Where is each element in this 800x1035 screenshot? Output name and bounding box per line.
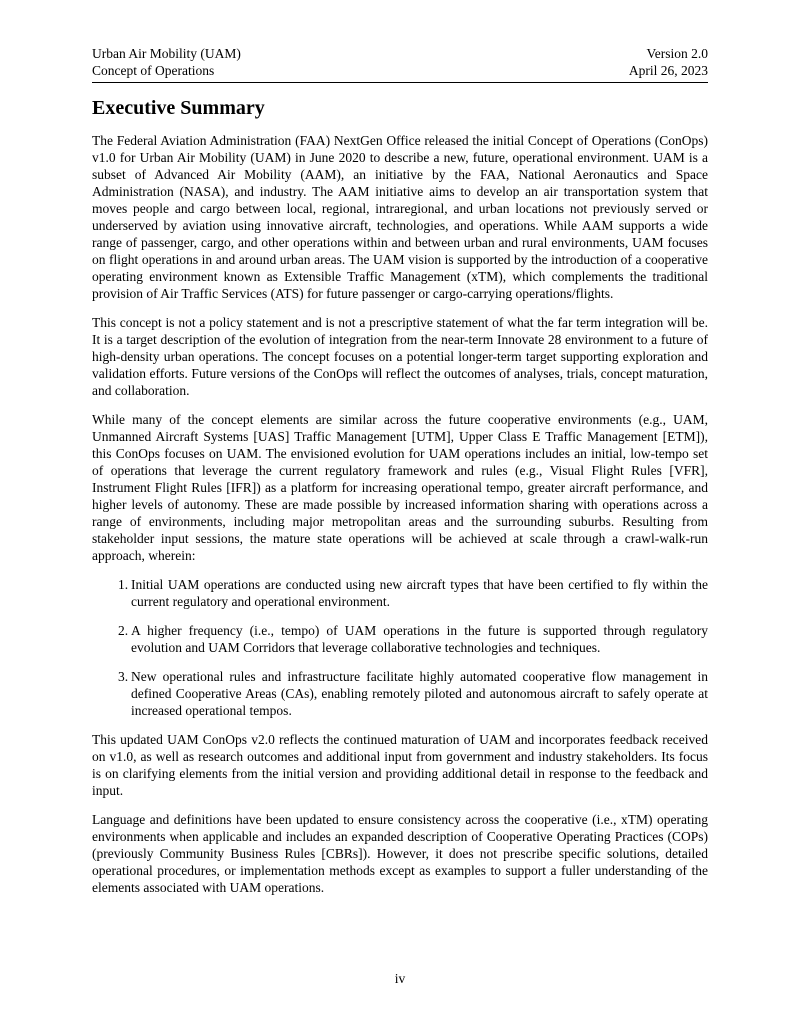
header-date: April 26, 2023	[628, 63, 708, 78]
paragraph-v2-update: This updated UAM ConOps v2.0 reflects the continued maturation of UAM and incorporates feedback received on v1.0, as well as research outcomes and additional input from government and industry stakeholders. Its focus is on clarifying elements from the initial version and providing additional detail in response to the feedback and input.	[92, 732, 708, 798]
page-number: iv	[394, 971, 406, 986]
header-doc-subtitle: Concept of Operations	[92, 63, 215, 78]
list-item-text: Initial UAM operations are conducted using new aircraft types that have been certified to fly within the current regulatory and operational environment.	[131, 577, 708, 609]
paragraph-concept-elements: While many of the concept elements are similar across the future cooperative environments (e.g., UAM, Unmanned Aircraft Systems [UAS] Traffic Management [UTM], Upper Class E Traffic Management [ETM]), this ConOps focuses on UAM. The envisioned evolution for UAM operations includes an initial, low-tempo set of operations that leverage the current regulatory framework and rules (e.g., Visual Flight Rules [VFR], Instrument Flight Rules [IFR]) as a platform for increasing operational tempo, greater aircraft performance, and higher levels of autonomy. These are made possible by increased information sharing with operations across a range of environments, including major metropolitan areas and the surrounding suburbs. Resulting from stakeholder input sessions, the mature state operations will be achieved at scale through a crawl-walk-run approach, wherein:	[92, 412, 708, 563]
list-item-number: 1.	[118, 577, 129, 592]
list-item-number: 3.	[118, 669, 129, 684]
header-left-block	[92, 45, 241, 79]
list-item	[92, 668, 708, 719]
header-right-block	[629, 45, 708, 79]
list-item	[92, 576, 708, 610]
page-header	[92, 45, 708, 83]
list-item-text: A higher frequency (i.e., tempo) of UAM operations in the future is supported through regulatory evolution and UAM Corridors that leverage collaborative technologies and techniques.	[131, 623, 708, 655]
page-footer	[0, 970, 800, 987]
paragraph-intro: The Federal Aviation Administration (FAA) NextGen Office released the initial Concept of Operations (ConOps) v1.0 for Urban Air Mobility (UAM) in June 2020 to describe a new, future, operational environment. UAM is a subset of Advanced Air Mobility (AAM), an initiative by the FAA, National Aeronautics and Space Administration (NASA), and industry. The AAM initiative aims to develop an air transportation system that moves people and cargo between local, regional, intraregional, and urban locations not previously served or underserved by aviation using innovative aircraft, technologies, and operations. While AAM supports a wide range of passenger, cargo, and other operations within and between urban and rural environments, UAM focuses on flight operations in and around urban areas. The UAM vision is supported by the introduction of a cooperative operating environment known as Extensible Traffic Management (xTM), which complements the traditional provision of Air Traffic Services (ATS) for future passenger or cargo-carrying operations/flights.	[92, 133, 708, 301]
paragraph-concept-scope: This concept is not a policy statement and is not a prescriptive statement of what the far term integration will be. It is a target description of the evolution of integration from the near-term Innovate 28 environment to a future of high-density urban operations. The concept focuses on a potential longer-term target supporting exploration and validation efforts. Future versions of the ConOps will reflect the outcomes of analyses, trials, concept maturation, and collaboration.	[92, 315, 708, 398]
header-doc-title: Urban Air Mobility (UAM)	[92, 46, 241, 61]
crawl-walk-run-list	[92, 576, 708, 719]
list-item	[92, 622, 708, 656]
paragraph-language-definitions: Language and definitions have been updated to ensure consistency across the cooperative (i.e., xTM) operating environments when applicable and includes an expanded description of Cooperative Operating Practices (COPs) (previously Community Business Rules [CBRs]). However, it does not prescribe specific solutions, detailed operational procedures, or implementation methods except as examples to support a fuller understanding of the elements associated with UAM operations.	[92, 812, 708, 895]
list-item-number: 2.	[118, 623, 129, 638]
section-title: Executive Summary	[92, 97, 265, 119]
header-version: Version 2.0	[646, 46, 708, 61]
list-item-text: New operational rules and infrastructure facilitate highly automated cooperative flow management in defined Cooperative Areas (CAs), enabling remotely piloted and autonomous aircraft to safely operate at increased operational tempos.	[131, 669, 708, 718]
